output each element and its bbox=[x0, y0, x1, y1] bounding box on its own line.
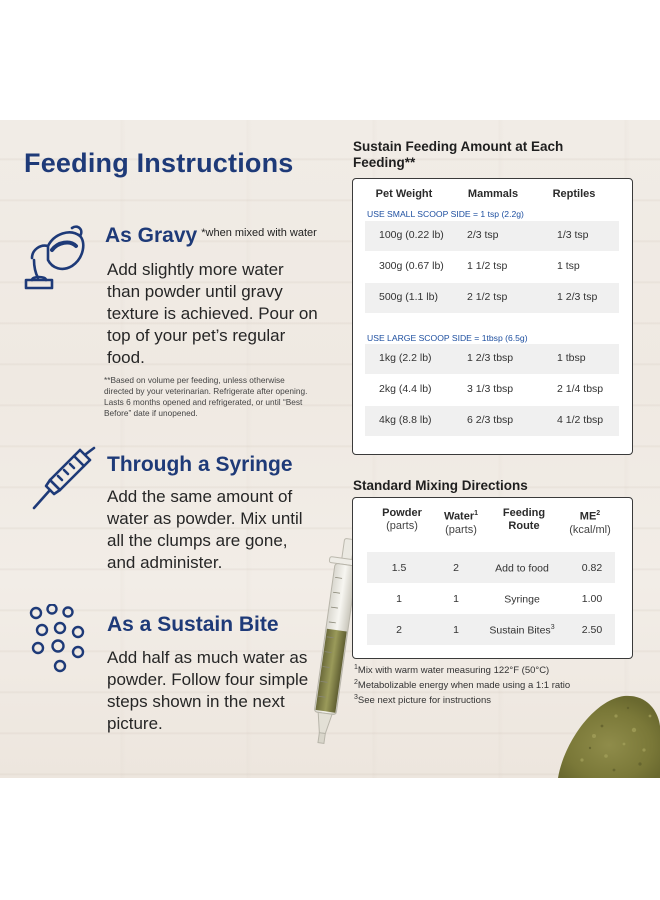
large-scoop-label: USE LARGE SCOOP SIDE = 1tbsp (6.5g) bbox=[367, 333, 528, 343]
mammals-cell: 2/3 tsp bbox=[467, 229, 499, 241]
header-route-main: Feeding bbox=[502, 507, 546, 519]
footnote-text: See next picture for instructions bbox=[357, 695, 491, 707]
header-powder-sub: (parts) bbox=[386, 520, 418, 532]
water-cell: 1 bbox=[453, 593, 459, 605]
table-row bbox=[365, 406, 619, 436]
table-row bbox=[365, 344, 619, 374]
route-sup: 3 bbox=[550, 624, 555, 631]
footnote-mark: 3 bbox=[354, 694, 358, 701]
header-me bbox=[557, 507, 623, 537]
header-me-main: ME bbox=[579, 510, 597, 523]
footnote bbox=[354, 694, 491, 706]
footnote-mark: 1 bbox=[354, 664, 358, 671]
footnote bbox=[354, 664, 549, 676]
route-cell bbox=[479, 593, 565, 606]
gravy-heading bbox=[105, 224, 317, 248]
pet-weight-cell: 500g (1.1 lb) bbox=[379, 291, 438, 303]
pet-weight-cell: 300g (0.67 lb) bbox=[379, 260, 444, 272]
feeding-table-title: Sustain Feeding Amount at Each Feeding** bbox=[353, 139, 564, 170]
page-title: Feeding Instructions bbox=[24, 148, 294, 178]
header-me-sub: (kcal/ml) bbox=[569, 523, 611, 536]
mammals-cell: 1 2/3 tbsp bbox=[467, 352, 514, 364]
reptiles-cell: 2 1/4 tbsp bbox=[557, 383, 604, 395]
reptiles-cell: 1 2/3 tsp bbox=[557, 291, 598, 303]
footnote-text: Metabolizable energy when made using a 1:1 ratio bbox=[357, 680, 571, 692]
reptiles-cell: 1 tbsp bbox=[557, 352, 586, 364]
table-row bbox=[365, 283, 619, 313]
syringe-instructions: Add the same amount of water as powder. Mix until all the clumps are gone, and administer. bbox=[107, 487, 303, 572]
instructions-panel bbox=[0, 120, 660, 778]
pet-weight-cell: 100g (0.22 lb) bbox=[379, 229, 444, 241]
water-cell: 1 bbox=[453, 624, 459, 636]
pet-weight-cell: 1kg (2.2 lb) bbox=[379, 352, 432, 364]
mammals-cell: 6 2/3 tbsp bbox=[467, 414, 514, 426]
mixing-directions-table bbox=[352, 497, 633, 659]
gravy-fine-print: **Based on volume per feeding, unless otherwise directed by your veterinarian. Refrigerate after opening. Lasts 6 months opened and refrigerated, or until “Best Before” date if unopened. bbox=[104, 375, 308, 418]
reptiles-cell: 1 tsp bbox=[557, 260, 580, 272]
table-row bbox=[367, 614, 615, 645]
footnote bbox=[354, 679, 570, 691]
route-text: Sustain Bites bbox=[489, 624, 551, 637]
table-row bbox=[365, 252, 619, 282]
mammals-cell: 2 1/2 tsp bbox=[467, 291, 508, 303]
reptiles-cell: 4 1/2 tbsp bbox=[557, 414, 604, 426]
syringe-icon bbox=[28, 446, 100, 514]
mixing-table-title: Standard Mixing Directions bbox=[353, 478, 528, 493]
header-powder-main: Powder bbox=[382, 507, 422, 519]
header-route-sub: Route bbox=[508, 520, 540, 532]
header-route bbox=[489, 507, 559, 533]
header-water-sub: (parts) bbox=[445, 523, 477, 536]
bite-heading: As a Sustain Bite bbox=[107, 613, 279, 636]
route-cell bbox=[479, 562, 565, 575]
powder-cell: 2 bbox=[396, 624, 402, 636]
footnote-text: Mix with warm water measuring 122°F (50°C) bbox=[357, 665, 550, 677]
gravy-boat-icon bbox=[18, 216, 90, 300]
header-water bbox=[431, 507, 491, 537]
feeding-amount-table bbox=[352, 178, 633, 455]
gravy-instructions: Add slightly more water than powder until gravy texture is achieved. Pour on top of your pet’s regular food. bbox=[107, 260, 318, 367]
header-mammals: Mammals bbox=[467, 188, 519, 200]
header-pet-weight: Pet Weight bbox=[375, 188, 433, 200]
bite-instructions: Add half as much water as powder. Follow four simple steps shown in the next picture. bbox=[107, 648, 309, 733]
header-reptiles: Reptiles bbox=[552, 188, 596, 200]
mammals-cell: 3 1/3 tbsp bbox=[467, 383, 514, 395]
bites-icon bbox=[28, 604, 98, 676]
pet-weight-cell: 4kg (8.8 lb) bbox=[379, 414, 432, 426]
table-row bbox=[367, 552, 615, 583]
gravy-note: *when mixed with water bbox=[201, 227, 317, 239]
pet-weight-cell: 2kg (4.4 lb) bbox=[379, 383, 432, 395]
reptiles-cell: 1/3 tsp bbox=[557, 229, 589, 241]
header-water-sup: 1 bbox=[474, 510, 479, 517]
me-cell: 2.50 bbox=[581, 624, 603, 636]
route-cell bbox=[479, 624, 565, 637]
table-row bbox=[365, 375, 619, 405]
table-row bbox=[367, 583, 615, 614]
mammals-cell: 1 1/2 tsp bbox=[467, 260, 508, 272]
powder-pile-image bbox=[554, 686, 660, 778]
powder-cell: 1.5 bbox=[391, 562, 407, 574]
header-powder bbox=[367, 507, 437, 533]
small-scoop-label: USE SMALL SCOOP SIDE = 1 tsp (2.2g) bbox=[367, 209, 524, 219]
header-me-sup: 2 bbox=[596, 510, 601, 517]
table-row bbox=[365, 221, 619, 251]
footnote-mark: 2 bbox=[354, 679, 358, 686]
syringe-heading: Through a Syringe bbox=[107, 453, 293, 476]
me-cell: 0.82 bbox=[581, 562, 603, 574]
water-cell: 2 bbox=[453, 562, 459, 574]
route-text: Syringe bbox=[504, 593, 540, 606]
route-text: Add to food bbox=[495, 562, 549, 575]
me-cell: 1.00 bbox=[581, 593, 603, 605]
header-water-main: Water bbox=[443, 510, 475, 523]
gravy-heading-text: As Gravy bbox=[105, 224, 198, 247]
powder-cell: 1 bbox=[396, 593, 402, 605]
